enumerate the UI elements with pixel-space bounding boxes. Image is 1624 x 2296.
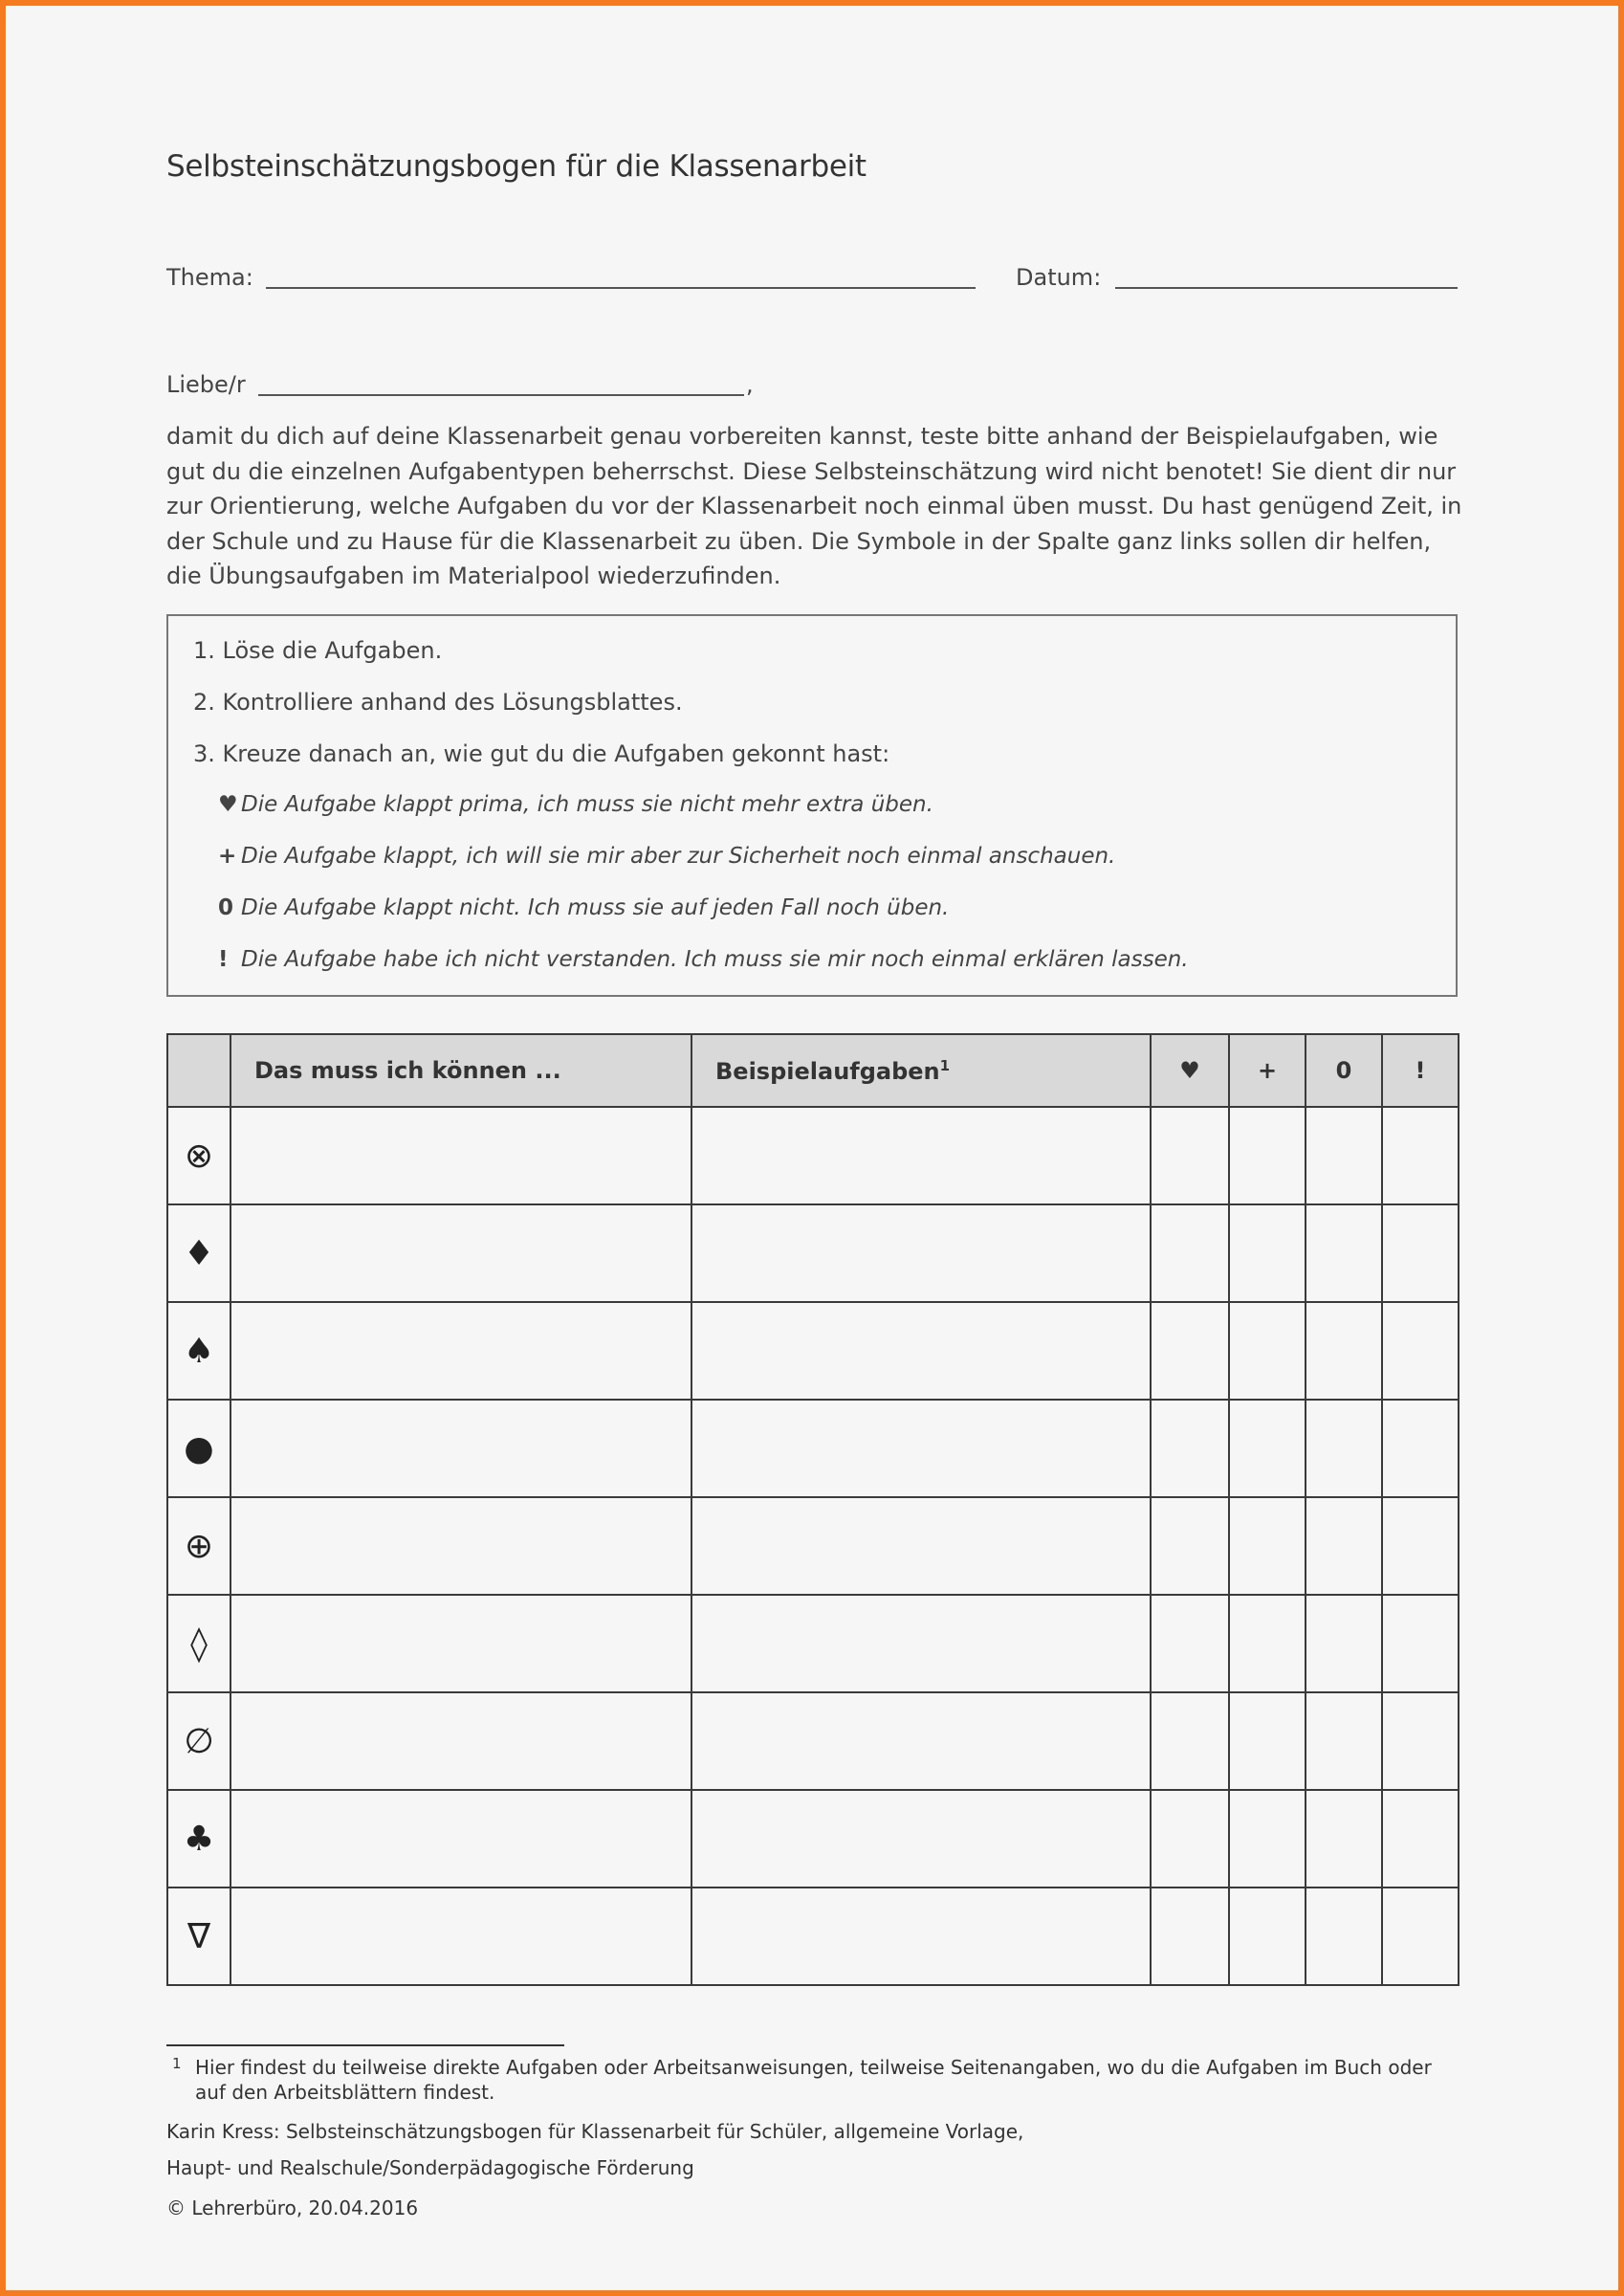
table-row (167, 1204, 1459, 1302)
skill-cell[interactable] (230, 1204, 691, 1302)
skill-cell[interactable] (230, 1790, 691, 1888)
legend-plus-text: Die Aufgabe klappt, ich will sie mir aber zur Sicherheit noch einmal anschauen. (241, 844, 1116, 869)
legend-zero (218, 895, 949, 920)
zero-checkbox-cell[interactable] (1306, 1595, 1382, 1692)
exclamation-checkbox-cell[interactable] (1382, 1497, 1459, 1595)
legend-zero-text: Die Aufgabe klappt nicht. Ich muss sie auf jeden Fall noch üben. (241, 895, 950, 920)
zero-icon: 0 (218, 895, 234, 920)
plus-icon: + (218, 844, 237, 869)
skill-cell[interactable] (230, 1888, 691, 1985)
exclamation-checkbox-cell[interactable] (1382, 1204, 1459, 1302)
credit-line-1: Karin Kress: Selbsteinschätzungsbogen für Klassenarbeit für Schüler, allgemeine Vorlage, (166, 2120, 1024, 2143)
step-2: 2. Kontrolliere anhand des Lösungsblattes. (193, 689, 683, 716)
example-cell[interactable] (691, 1204, 1151, 1302)
examples-column-header: Beispielaufgaben$^1$ (691, 1034, 1151, 1107)
zero-column-header (1306, 1034, 1382, 1107)
skill-cell[interactable] (230, 1497, 691, 1595)
empty-set-icon: ∅ (167, 1692, 230, 1790)
heart-checkbox-cell[interactable] (1151, 1497, 1229, 1595)
example-cell[interactable] (691, 1497, 1151, 1595)
plus-checkbox-cell[interactable] (1229, 1400, 1306, 1497)
heart-checkbox-cell[interactable] (1151, 1400, 1229, 1497)
plus-icon: + (1257, 1057, 1278, 1084)
heart-checkbox-cell[interactable] (1151, 1888, 1229, 1985)
exclamation-checkbox-cell[interactable] (1382, 1595, 1459, 1692)
salutation-label: Liebe/r (166, 371, 246, 398)
datum-label: Datum: (1016, 264, 1102, 291)
example-cell[interactable] (691, 1692, 1151, 1790)
spade-suit-icon: ♠ (167, 1302, 230, 1400)
table-row (167, 1888, 1459, 1985)
zero-checkbox-cell[interactable] (1306, 1302, 1382, 1400)
heart-column-header (1151, 1034, 1229, 1107)
circled-plus-icon: ⊕ (167, 1497, 230, 1595)
table-row (167, 1302, 1459, 1400)
exclamation-checkbox-cell[interactable] (1382, 1302, 1459, 1400)
zero-checkbox-cell[interactable] (1306, 1497, 1382, 1595)
diamond-suit-icon: ♦ (167, 1204, 230, 1302)
legend-exclamation-text: Die Aufgabe habe ich nicht verstanden. Ich muss sie mir noch einmal erklären lassen. (241, 947, 1189, 972)
assessment-table (166, 1033, 1459, 1986)
zero-checkbox-cell[interactable] (1306, 1790, 1382, 1888)
zero-checkbox-cell[interactable] (1306, 1400, 1382, 1497)
thema-field[interactable] (266, 287, 976, 289)
heart-icon: ♥ (1179, 1057, 1200, 1084)
example-cell[interactable] (691, 1400, 1151, 1497)
legend-exclamation (218, 947, 1189, 972)
plus-checkbox-cell[interactable] (1229, 1204, 1306, 1302)
credit-line-2: Haupt- und Realschule/Sonderpädagogische Förderung (166, 2156, 694, 2179)
salutation-comma: , (746, 371, 754, 398)
footnote-divider (166, 2044, 564, 2046)
lozenge-icon: ◊ (167, 1595, 230, 1692)
plus-column-header (1229, 1034, 1306, 1107)
plus-checkbox-cell[interactable] (1229, 1595, 1306, 1692)
table-body (167, 1107, 1459, 1985)
heart-checkbox-cell[interactable] (1151, 1692, 1229, 1790)
legend-heart-text: Die Aufgabe klappt prima, ich muss sie nicht mehr extra üben. (241, 792, 933, 817)
skills-column-header: Das muss ich können ... (230, 1034, 691, 1107)
exclamation-checkbox-cell[interactable] (1382, 1692, 1459, 1790)
heart-checkbox-cell[interactable] (1151, 1107, 1229, 1204)
table-row (167, 1595, 1459, 1692)
skill-cell[interactable] (230, 1595, 691, 1692)
footnote-number: 1 (172, 2055, 182, 2072)
heart-checkbox-cell[interactable] (1151, 1204, 1229, 1302)
exclamation-column-header (1382, 1034, 1459, 1107)
table-header-row (167, 1034, 1459, 1107)
example-cell[interactable] (691, 1595, 1151, 1692)
datum-field[interactable] (1115, 287, 1458, 289)
example-cell[interactable] (691, 1107, 1151, 1204)
skill-cell[interactable] (230, 1692, 691, 1790)
worksheet-page (6, 6, 1618, 2290)
plus-checkbox-cell[interactable] (1229, 1497, 1306, 1595)
instructions-box (166, 614, 1458, 997)
step-3: 3. Kreuze danach an, wie gut du die Aufgaben gekonnt hast: (193, 740, 890, 767)
skill-cell[interactable] (230, 1107, 691, 1204)
plus-checkbox-cell[interactable] (1229, 1888, 1306, 1985)
skill-cell[interactable] (230, 1400, 691, 1497)
exclamation-checkbox-cell[interactable] (1382, 1790, 1459, 1888)
copyright-line: © Lehrerbüro, 20.04.2016 (166, 2197, 419, 2219)
table-row (167, 1400, 1459, 1497)
symbol-column-header (167, 1034, 230, 1107)
exclamation-icon: ! (218, 947, 229, 972)
skill-cell[interactable] (230, 1302, 691, 1400)
heart-checkbox-cell[interactable] (1151, 1302, 1229, 1400)
plus-checkbox-cell[interactable] (1229, 1302, 1306, 1400)
zero-checkbox-cell[interactable] (1306, 1692, 1382, 1790)
exclamation-checkbox-cell[interactable] (1382, 1888, 1459, 1985)
zero-checkbox-cell[interactable] (1306, 1204, 1382, 1302)
plus-checkbox-cell[interactable] (1229, 1790, 1306, 1888)
legend-heart (218, 792, 933, 817)
nabla-icon: ∇ (167, 1888, 230, 1985)
circled-times-icon: ⊗ (167, 1107, 230, 1204)
step-1: 1. Löse die Aufgaben. (193, 637, 443, 664)
zero-icon: 0 (1335, 1057, 1352, 1084)
black-circle-icon: ● (167, 1400, 230, 1497)
footnote-marker: 1 (939, 1056, 951, 1074)
page-title: Selbsteinschätzungsbogen für die Klassenarbeit (166, 149, 867, 184)
exclamation-checkbox-cell[interactable] (1382, 1400, 1459, 1497)
club-suit-icon: ♣ (167, 1790, 230, 1888)
heart-icon: ♥ (218, 792, 238, 817)
plus-checkbox-cell[interactable] (1229, 1692, 1306, 1790)
footnote-text: Hier findest du teilweise direkte Aufgaben oder Arbeitsanweisungen, teilweise Seitenangaben, wo du die Aufgaben im Buch oder auf den Arbeitsblättern findest. (195, 2056, 1432, 2104)
zero-checkbox-cell[interactable] (1306, 1107, 1382, 1204)
intro-paragraph: damit du dich auf deine Klassenarbeit genau vorbereiten kannst, teste bitte anhand der Beispielaufgaben, wie gut du die einzelnen Aufgabentypen beherrschst. Diese Selbsteinschätzung wird nicht benotet! Sie dient dir nur zur Orientierung, welche Aufgaben du vor der Klassenarbeit noch einmal üben musst. Du hast genügend Zeit, in der Schule und zu Hause für die Klassenarbeit zu üben. Die Symbole in der Spalte ganz links sollen dir helfen, die Übungsaufgaben im Materialpool wiederzufinden. (166, 423, 1462, 589)
example-cell[interactable] (691, 1790, 1151, 1888)
table-row (167, 1790, 1459, 1888)
plus-checkbox-cell[interactable] (1229, 1107, 1306, 1204)
heart-checkbox-cell[interactable] (1151, 1595, 1229, 1692)
exclamation-checkbox-cell[interactable] (1382, 1107, 1459, 1204)
heart-checkbox-cell[interactable] (1151, 1790, 1229, 1888)
name-field[interactable] (258, 394, 744, 396)
zero-checkbox-cell[interactable] (1306, 1888, 1382, 1985)
table-row (167, 1497, 1459, 1595)
table-row (167, 1692, 1459, 1790)
exclamation-icon: ! (1415, 1057, 1426, 1084)
example-cell[interactable] (691, 1302, 1151, 1400)
legend-plus (218, 844, 1115, 869)
example-cell[interactable] (691, 1888, 1151, 1985)
table-row (167, 1107, 1459, 1204)
thema-label: Thema: (166, 264, 253, 291)
